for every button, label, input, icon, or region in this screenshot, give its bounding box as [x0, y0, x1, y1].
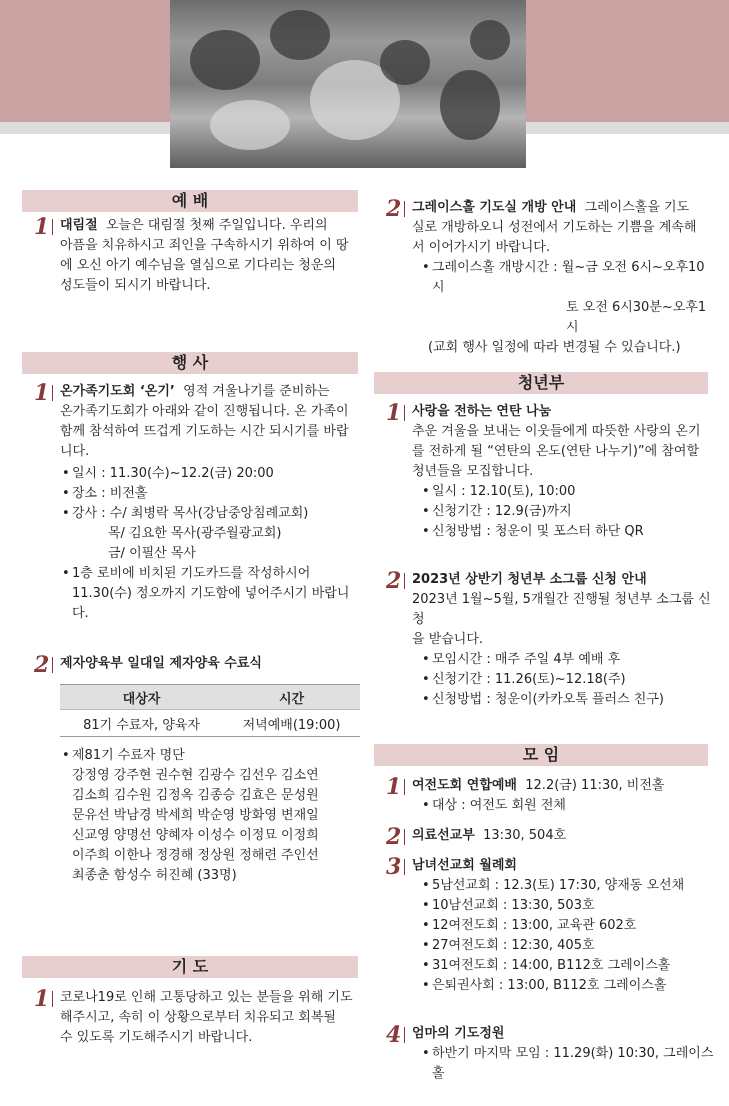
worship-photo: [170, 0, 526, 168]
section-header-events: 행 사: [22, 352, 358, 374]
item-title: 대림절: [60, 218, 98, 233]
item-number: 1: [386, 774, 402, 800]
item-title: 2023년 상반기 청년부 소그룹 신청 안내: [412, 572, 647, 587]
item-number: 2: [34, 652, 50, 678]
item-title: 온가족기도회 ‘온기’: [60, 384, 175, 399]
item-title: 여전도회 연합예배: [412, 778, 517, 793]
item-title: 제자양육부 일대일 제자양육 수료식: [60, 656, 262, 671]
item-number: 1: [34, 380, 50, 406]
graduation-table: [60, 684, 360, 737]
table-row: 81기 수료자, 양육자 저녁예배(19:00): [60, 710, 360, 737]
item-title: 사랑을 전하는 연탄 나눔: [412, 404, 552, 419]
section-header-prayer: 기 도: [22, 956, 358, 978]
item-title: 남녀선교회 월례회: [412, 858, 517, 873]
item-title: 의료선교부: [412, 828, 475, 843]
section-header-worship: 예 배: [22, 190, 358, 212]
item-number: 1: [34, 986, 50, 1012]
item-title: 엄마의 기도정원: [412, 1026, 505, 1041]
item-number: 2: [386, 196, 402, 222]
section-header-meeting: 모 임: [374, 744, 708, 766]
item-number: 2: [386, 568, 402, 594]
item-number: 2: [386, 824, 402, 850]
section-header-youth: 청년부: [374, 372, 708, 394]
item-number: 1: [386, 400, 402, 426]
graduate-list: • 제81기 수료자 명단 강정영 강주현 권수현 김광수 김선우 김소연 김소희 김수원 김정옥 김종승 김효은 문성원 문유선 박남경 박세희 박순영 방화영 변재일 신교영 양명선 양혜자 이성수 이정묘 이정희 이주희 이한나 정경해 정상원 정해련 주인선 최종춘 함성수 허진혜 (33명): [60, 746, 360, 886]
item-title: 그레이스홀 기도실 개방 안내: [412, 200, 577, 215]
item-number: 4: [386, 1022, 402, 1048]
item-number: 3: [386, 854, 402, 880]
table-header: 시간: [223, 685, 360, 710]
item-number: 1: [34, 214, 50, 240]
table-header: 대상자: [60, 685, 223, 710]
